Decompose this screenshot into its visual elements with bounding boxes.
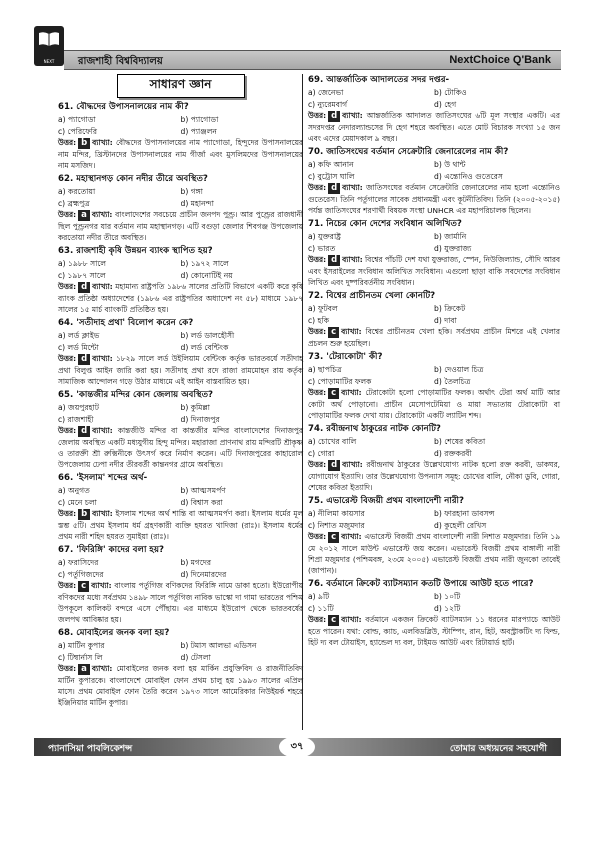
answer-label: উত্তর: xyxy=(308,460,327,469)
option-item: c) ১১টি xyxy=(308,603,334,613)
answer-letter-badge: c xyxy=(78,581,89,592)
explanation-label: ব্যাখ্যা: xyxy=(342,111,363,120)
explanation-label: ব্যাখ্যা: xyxy=(342,460,363,469)
option-item: d) হেগ xyxy=(434,99,457,109)
question-stem: নিচের কোন দেশের সংবিধান অলিখিত? xyxy=(326,219,462,229)
option-item: b) কুমিল্লা xyxy=(180,403,211,412)
option-item: b) গঙ্গা xyxy=(180,187,203,196)
question-text xyxy=(58,627,303,640)
answer-letter-badge: c xyxy=(328,532,339,543)
explanation-text: আন্তর্জাতিক আদালত জাতিসংঘের ৬টি মূল সংস্থার একটি। এর সদরদপ্তর নেদারল্যান্ডসের দি হেগ শহরে অবস্থিত। এতে মোট বিচারক সংখ্যা ১৫ জন এবং এদের মেয়াদকাল ৯ বছর। xyxy=(308,111,560,143)
answer-letter-badge: c xyxy=(328,615,339,626)
explanation-label: ব্যাখ্যা: xyxy=(341,388,362,397)
question-block xyxy=(58,627,303,708)
question-text xyxy=(58,101,303,114)
explanation-text: বর্তমানে একজন ক্রিকেট ব্যাটসম্যান ১১ ধরনের মারপ্যাচে আউট হতে পারেন। যথা: বোল্ড, ক্যাচ, এলবিডব্লিউ, স্টাম্পিং, রান, হিট, অবস্ট্রাকটিং দ্য ফিল্ড, হিট দ্য বল টোয়াইস, হ্যান্ডেল দ্য বল, টাইমড আউট এবং রিটায়ার্ড হার্ট। xyxy=(308,615,560,647)
options-grid xyxy=(58,186,303,209)
question-number: 66. xyxy=(58,473,74,483)
explanation-label: ব্যাখ্যা: xyxy=(91,210,113,219)
section-title: সাধারণ জ্ঞান xyxy=(117,74,245,98)
question-stem: 'ফিরিঙ্গি' কাদের বলা হয়? xyxy=(76,545,164,555)
option-item: a) মার্টিন কুপার xyxy=(58,641,105,650)
publisher-logo xyxy=(34,26,64,66)
right-column xyxy=(308,74,560,650)
options-grid xyxy=(308,364,560,387)
question-block xyxy=(308,495,560,576)
question-number: 69. xyxy=(308,75,324,85)
question-block xyxy=(58,544,303,625)
explanation-label: ব্যাখ্যা: xyxy=(341,532,362,541)
options-grid xyxy=(308,231,560,254)
option-item: c) রাজশাহী xyxy=(58,414,94,424)
question-text xyxy=(308,290,560,303)
answer-letter-badge: d xyxy=(78,282,90,293)
footer-tagline: তোমার অধ্যয়নের সহযোগী xyxy=(449,744,547,754)
answer-explanation xyxy=(58,580,303,625)
explanation-label: ব্যাখ্যা: xyxy=(92,426,113,435)
question-number: 64. xyxy=(58,318,74,328)
option-item: d) মহানন্দা xyxy=(180,198,214,208)
explanation-text: মহামান্য রাষ্ট্রপতি ১৯৮৬ সালের প্রতিটি বিভাগে একটি করে কৃষি ব্যাংক প্রতিষ্ঠা অধ্যাদেশের (১৯৮৬ এর রাষ্ট্রপতির অধ্যাদেশ নং ৫৮) মাধ্যমে ১৯৮৭ সালের ১৫ মার্চ ব্যাংকটি প্রতিষ্ঠিত হয়। xyxy=(58,282,303,314)
option-item: a) ছাপচিত্র xyxy=(308,365,342,374)
question-text xyxy=(58,173,303,186)
question-text xyxy=(308,74,560,87)
question-block xyxy=(308,146,560,216)
option-item: c) হকি xyxy=(308,315,330,325)
options-grid xyxy=(58,485,303,508)
question-block xyxy=(58,317,303,387)
question-number: 76. xyxy=(308,579,324,589)
question-number: 62. xyxy=(58,174,74,184)
explanation-text: রবীন্দ্রনাথ ঠাকুরের উল্লেখযোগ্য নাটক হলো রক্ত করবী, ডাকঘর, যোগাযোগ ইত্যাদি। তার উল্লেখযোগ্য উপন্যাস সমূহ: চোখের বালি, নৌকা ডুবি, গোরা, শেষের কবিতা ইত্যাদি। xyxy=(308,460,560,492)
question-block xyxy=(58,101,303,171)
page-footer xyxy=(34,738,561,756)
option-item: b) দেওয়াল চিত্র xyxy=(434,365,484,374)
option-item: b) ১৯৭২ সালে xyxy=(180,259,229,268)
question-block xyxy=(58,472,303,542)
option-item: d) এন্তোনিও গুতেরেস xyxy=(434,171,503,181)
option-item: c) মেনে চলা xyxy=(58,497,97,507)
question-block xyxy=(308,218,560,288)
option-item: a) কফি আনান xyxy=(308,160,354,169)
option-item: b) ফারহানা ডাবসন্স xyxy=(434,509,495,518)
answer-label: উত্তর: xyxy=(58,664,77,673)
explanation-text: ইসলাম শব্দের অর্থ শান্তি বা আত্মসমর্পণ করা। ইসলাম ধর্মের মূল স্তম্ভ ৫টি। প্রথম ইসলাম ধর্ম গ্রহণকারী ব্যক্তি হযরত খাদিজা (রাঃ)। ইসলাম ধর্মের প্রথম নারী শহিদ হযরত সুমাইয়া (রাঃ)। xyxy=(58,509,303,541)
option-item: a) ফরাসিদের xyxy=(58,558,99,567)
explanation-label: ব্যাখ্যা: xyxy=(342,255,363,264)
option-item: d) দাবা xyxy=(434,315,457,325)
explanation-label: ব্যাখ্যা: xyxy=(91,581,112,590)
answer-letter-badge: d xyxy=(78,426,90,437)
answer-explanation xyxy=(58,281,303,315)
answer-explanation xyxy=(58,663,303,708)
option-item: c) ব্রহ্মপুত্র xyxy=(58,198,90,208)
question-number: 74. xyxy=(308,424,324,434)
question-text xyxy=(58,544,303,557)
question-stem: 'ইসলাম' শব্দের অর্থ- xyxy=(76,473,148,483)
option-item: c) ভারত xyxy=(308,243,336,253)
option-item: b) টমাস আলভা এডিসন xyxy=(180,641,257,650)
option-item: b) মগদের xyxy=(180,558,212,567)
options-grid xyxy=(58,640,303,663)
explanation-text: বাংলায় পর্তুগিজ বণিকদের ফিরিঙ্গি নামে ডাকা হতো। ইউরোপীয় বণিকদের মধ্যে সর্বপ্রথম ১৪৯৮ সালে পর্তুগিজ নাবিক ভাস্কো দা গামা ভারতের পশ্চিম উপকূলে কালিকট বন্দরে এসে পৌঁছায়। এর মাধ্যমে ইউরোপ থেকে ভারতবর্ষের জলপথ আবিষ্কার হয়। xyxy=(58,581,303,624)
option-item: a) ১৯৮৮ সালে xyxy=(58,259,107,268)
answer-label: উত্তর: xyxy=(308,327,327,336)
answer-label: উত্তর: xyxy=(308,255,327,264)
option-item: b) লর্ড ডালহৌসী xyxy=(180,331,235,340)
page-header xyxy=(34,26,561,70)
options-grid xyxy=(308,159,560,182)
answer-letter-badge: d xyxy=(328,183,340,194)
explanation-text: এভারেস্ট বিজয়ী প্রথম বাংলাদেশী নারী নিশাত মজুমদার। তিনি ১৯ মে ২০১২ সালে মাউন্ট এভারেস্ট জয় করেন। এভারেস্ট বিজয়ী প্রথম বাঙ্গালী নারী শিপ্রা মজুমদার (পশ্চিমবঙ্গ, ২৩মে ২০০৫) এভারেস্ট বিজয়ী প্রথম নারী জুনকো তাবেই (জাপান)। xyxy=(308,532,560,575)
answer-explanation xyxy=(308,387,560,421)
university-name: রাজশাহী বিশ্ববিদ্যালয় xyxy=(78,56,163,67)
answer-explanation xyxy=(308,254,560,288)
option-item: d) টেসলা xyxy=(180,652,211,662)
explanation-text: মোবাইলের জনক বলা হয় মার্কিন প্রযুক্তিবিদ ও রাজনীতিবিদ মার্টিন কুপারকে। বাংলাদেশে মোবাইল ফোন প্রথম চালু হয় ১৯৯৩ সালের এপ্রিল মাসে। প্রথম মোবাইল ফোন তৈরি করেন ১৯৭৩ সালে আমেরিকার নিউইয়র্ক শহরে ইঞ্জিনিয়ার মার্টিন কুপার। xyxy=(58,664,303,707)
option-item: b) ক্রিকেট xyxy=(434,304,466,313)
question-number: 61. xyxy=(58,102,74,112)
question-text xyxy=(308,351,560,364)
question-text xyxy=(308,146,560,159)
question-number: 65. xyxy=(58,390,74,400)
explanation-label: ব্যাখ্যা: xyxy=(91,664,113,673)
question-number: 75. xyxy=(308,496,324,506)
answer-explanation xyxy=(308,110,560,144)
question-text xyxy=(58,389,303,402)
answer-label: উত্তর: xyxy=(308,183,327,192)
answer-explanation xyxy=(58,425,303,470)
option-item: a) যুক্তরাষ্ট্র xyxy=(308,232,341,241)
option-item: d) কোনোটিই নয় xyxy=(180,270,233,280)
option-item: d) তৈলচিত্র xyxy=(434,376,471,386)
explanation-text: বাংলাদেশের সবচেয়ে প্রাচীন জনপদ পুণ্ড্র। আর পুণ্ড্রের রাজধানী ছিল পুণ্ড্রনগর যার বর্তমান নাম মহাস্থানগড়। এটি বগুড়া জেলার শিবগঞ্জ উপজেলায় করতোয়া নদীর তীরে অবস্থিত। xyxy=(58,210,304,242)
explanation-label: ব্যাখ্যা: xyxy=(341,327,362,336)
answer-explanation xyxy=(308,531,560,576)
question-text xyxy=(58,245,303,258)
options-grid xyxy=(58,330,303,353)
question-number: 70. xyxy=(308,147,324,157)
question-stem: রবীন্দ্রনাথ ঠাকুরের নাটক কোনটি? xyxy=(326,424,441,434)
question-stem: রাজশাহী কৃষি উন্নয়ন ব্যাংক স্থাপিত হয়? xyxy=(76,246,213,256)
options-grid xyxy=(308,591,560,614)
option-item: c) পোড়ামাটির ফলক xyxy=(308,376,372,386)
answer-letter-badge: d xyxy=(328,460,340,471)
question-block xyxy=(308,74,560,144)
answer-label: উত্তর: xyxy=(58,210,77,219)
question-block xyxy=(58,389,303,470)
question-block xyxy=(308,578,560,648)
explanation-text: বৌদ্ধদের উপাসনালয়ের নাম প্যাগোডা, হিন্দুদের উপাসনালয়ের নাম মন্দির, খ্রিস্টানদের উপাসনালয়ের নাম গীর্জা এবং মুসলিমদের উপাসনালয়ের নাম মসজিদ। xyxy=(58,138,303,170)
options-grid xyxy=(58,402,303,425)
answer-letter-badge: d xyxy=(328,111,340,122)
explanation-label: ব্যাখ্যা: xyxy=(92,138,113,147)
option-item: d) দিনাজপুর xyxy=(180,414,220,424)
answer-explanation xyxy=(58,137,303,171)
answer-label: উত্তর: xyxy=(308,388,327,397)
book-icon xyxy=(38,31,60,47)
explanation-text: টেরাকোটা হলো পোড়ামাটির ফলক। অর্থাৎ টেরা অর্থ মাটি আর কোটা অর্থ পোড়ানো। প্রাচীন মেসোপটেমিয়া ও মায়া সভ্যতায় টেরাকোটা বা পোড়ামাটির ফলক দেখা যায়। টেরাকোটা একটি ল্যাটিন শব্দ। xyxy=(308,388,560,420)
answer-explanation xyxy=(58,508,303,542)
option-item: a) নীলিমা কায়সার xyxy=(308,509,365,518)
question-text xyxy=(58,472,303,485)
answer-label: উত্তর: xyxy=(58,354,77,363)
option-item: c) ন্যুরেমবার্গ xyxy=(308,99,348,109)
answer-letter-badge: b xyxy=(78,509,90,520)
option-item: d) কুহেলী রেখিস xyxy=(434,520,487,530)
answer-letter-badge: d xyxy=(78,354,90,365)
answer-explanation xyxy=(308,459,560,493)
logo-text: NEXT xyxy=(43,59,55,64)
answer-label: উত্তর: xyxy=(308,615,327,624)
answer-explanation xyxy=(308,326,560,349)
question-text xyxy=(308,495,560,508)
answer-letter-badge: d xyxy=(328,255,340,266)
explanation-text: কান্তজীউ মন্দির বা কান্তজীর মন্দির বাংলাদেশের দিনাজপুর জেলায় অবস্থিত একটি মধ্যযুগীয় হিন্দু মন্দির। মহারাজা প্রাণনাথ রায় মন্দিরটি শ্রীকৃষ্ণ ও তারক্তী শ্রী রুক্মিনীকে উৎসর্গ করে নির্মাণ করেন। এটি দিনাজপুরের কাহারোল উপজেলায় ঢেপা নদীর তীরবর্তী কান্তনগর গ্রামে অবস্থিত। xyxy=(58,426,303,469)
answer-label: উত্তর: xyxy=(308,111,327,120)
option-item: b) ১০টি xyxy=(434,592,461,601)
option-item: d) প্যাঞ্জলন xyxy=(180,126,217,136)
option-item: c) নিশাত মজুমদার xyxy=(308,520,365,530)
answer-explanation xyxy=(58,353,303,387)
option-item: c) পেরিফেরি xyxy=(58,126,98,136)
question-number: 71. xyxy=(308,219,324,229)
option-item: c) লর্ড মিন্টো xyxy=(58,342,99,352)
question-text xyxy=(308,578,560,591)
question-block xyxy=(58,245,303,315)
option-item: b) জার্মানি xyxy=(434,232,467,241)
question-stem: মোবাইলের জনক বলা হয়? xyxy=(76,628,170,638)
explanation-label: ব্যাখ্যা: xyxy=(92,282,113,291)
question-stem: বর্তমানে ক্রিকেট ব্যাটসম্যান কতটি উপায়ে আউট হতে পারে? xyxy=(326,579,534,589)
option-item: b) প্যাগোডা xyxy=(180,115,219,124)
question-block xyxy=(58,173,303,243)
option-item: d) রক্তকরবী xyxy=(434,448,472,458)
question-stem: এভারেস্ট বিজয়ী প্রথম বাংলাদেশী নারী? xyxy=(326,496,464,506)
question-stem: 'টেরাকোটা' কী? xyxy=(326,352,383,362)
question-stem: 'সতীদাহ প্রথা' বিলোপ করেন কে? xyxy=(76,318,194,328)
options-grid xyxy=(308,436,560,459)
question-stem: আন্তর্জাতিক আদালতের সদর দপ্তর- xyxy=(326,75,450,85)
option-item: d) ১২টি xyxy=(434,603,461,613)
options-grid xyxy=(58,258,303,281)
question-stem: বৌদ্ধদের উপাসনালয়ের নাম কী? xyxy=(76,102,189,112)
option-item: d) লর্ড বেন্টিংক xyxy=(180,342,229,352)
question-stem: জাতিসংঘের বর্তমান সেক্রেটারি জেনারেলের নাম কী? xyxy=(326,147,509,157)
answer-explanation xyxy=(58,209,303,243)
question-stem: বিশ্বের প্রাচীনতম খেলা কোনটি? xyxy=(326,291,436,301)
option-item: a) চোখের বালি xyxy=(308,437,357,446)
option-item: d) দিনেমারদের xyxy=(180,569,227,579)
page-number: ৩৭ xyxy=(279,736,315,758)
option-item: d) যুক্তরাজ্য xyxy=(434,243,472,253)
explanation-text: জাতিসংঘের বর্তমান সেক্রেটারি জেনারেলের নাম হলো এন্তোনিও গুতেরেস। তিনি পর্তুগালের সাবেক প্রধানমন্ত্রী এবং কূটনীতিবিদ। তিনি (২০০৫-২০১৫) পর্যন্ত জাতিসংঘের শরণার্থী বিষয়ক সংস্থা UNHCR এর মহাপরিচালক ছিলেন। xyxy=(308,183,560,215)
option-item: c) ১৯৮৭ সালে xyxy=(58,270,106,280)
option-item: a) জেনেভা xyxy=(308,88,344,97)
answer-letter-badge: a xyxy=(78,210,90,221)
explanation-label: ব্যাখ্যা: xyxy=(341,615,362,624)
option-item: c) টিম্বার্নাস লি xyxy=(58,652,103,662)
option-item: c) পর্তুগিজদের xyxy=(58,569,104,579)
options-grid xyxy=(308,303,560,326)
question-text xyxy=(58,317,303,330)
options-grid xyxy=(308,87,560,110)
answer-letter-badge: c xyxy=(328,388,339,399)
question-stem: 'কান্তজীর মন্দির কোন জেলায় অবস্থিত? xyxy=(76,390,214,400)
answer-letter-badge: c xyxy=(328,327,339,338)
answer-letter-badge: a xyxy=(78,664,90,675)
answer-explanation xyxy=(308,182,560,216)
explanation-text: বিশ্বের প্রাচীনতম খেলা হকি। সর্বপ্রথম প্রাচীন মিশরে এই খেলার প্রচলন শুরু হয়েছিল। xyxy=(308,327,560,348)
option-item: a) লর্ড ক্লাইভ xyxy=(58,331,100,340)
left-column xyxy=(58,74,303,710)
answer-label: উত্তর: xyxy=(58,426,77,435)
option-item: a) ফুটবল xyxy=(308,304,338,313)
answer-letter-badge: b xyxy=(78,138,90,149)
answer-label: উত্তর: xyxy=(58,509,77,518)
question-number: 73. xyxy=(308,352,324,362)
option-item: a) অনুগত xyxy=(58,486,90,495)
question-stem: মহাস্থানগড় কোন নদীর তীরে অবস্থিত? xyxy=(76,174,208,184)
answer-label: উত্তর: xyxy=(58,581,77,590)
option-item: a) ৯টি xyxy=(308,592,330,601)
publisher-name: প্যানাসিয়া পাবলিকেশন্স xyxy=(48,744,133,754)
header-bar xyxy=(64,50,561,70)
answer-label: উত্তর: xyxy=(308,532,327,541)
options-grid xyxy=(58,114,303,137)
options-grid xyxy=(308,508,560,531)
question-text xyxy=(308,423,560,436)
brand-name: NextChoice Q'Bank xyxy=(449,54,551,66)
question-block xyxy=(308,290,560,349)
explanation-text: ১৮২৯ সালে লর্ড উইলিয়াম বেন্টিংক কর্তৃক ভারতবর্ষে সতীদাহ প্রথা বিলুপ্ত আইন জারি করা হয়। সতীদাহ প্রথা রদে রাজা রামমোহন রায় কর্তৃক সামাজিক আন্দোলন গড়ে উঠার মাধ্যমে এই আইন বাস্তবায়িত হয়। xyxy=(58,354,303,386)
option-item: b) উ থান্ট xyxy=(434,160,466,169)
option-item: a) করতোয়া xyxy=(58,187,96,196)
explanation-text: বিশ্বের পাঁচটি দেশ যথা যুক্তরাজ্য, স্পেন, নিউজিল্যান্ড, সৌদি আরব এবং ইসরাইলের সংবিধান অলিখিত সংবিধান। এগুলো ছাড়া বাকি সবদেশের সংবিধান লিখিত এবং দুষ্পরিবর্তনীয় সংবিধান। xyxy=(308,255,560,287)
explanation-label: ব্যাখ্যা: xyxy=(342,183,363,192)
question-number: 68. xyxy=(58,628,74,638)
option-item: b) আত্মসমর্পণ xyxy=(180,486,226,495)
question-number: 72. xyxy=(308,291,324,301)
option-item: a) জয়পুরহাট xyxy=(58,403,99,412)
question-block xyxy=(308,423,560,493)
option-item: c) বুট্রোস ঘালি xyxy=(308,171,355,181)
explanation-label: ব্যাখ্যা: xyxy=(92,509,113,518)
question-number: 67. xyxy=(58,545,74,555)
question-text xyxy=(308,218,560,231)
options-grid xyxy=(58,557,303,580)
option-item: b) টোকিও xyxy=(434,88,467,97)
answer-label: উত্তর: xyxy=(58,138,77,147)
question-number: 63. xyxy=(58,246,74,256)
explanation-label: ব্যাখ্যা: xyxy=(92,354,113,363)
answer-label: উত্তর: xyxy=(58,282,77,291)
option-item: a) প্যাগোডা xyxy=(58,115,96,124)
option-item: d) বিশ্বাস করা xyxy=(180,497,223,507)
question-block xyxy=(308,351,560,421)
option-item: b) শেষের কবিতা xyxy=(434,437,486,446)
option-item: c) গোরা xyxy=(308,448,335,458)
answer-explanation xyxy=(308,614,560,648)
